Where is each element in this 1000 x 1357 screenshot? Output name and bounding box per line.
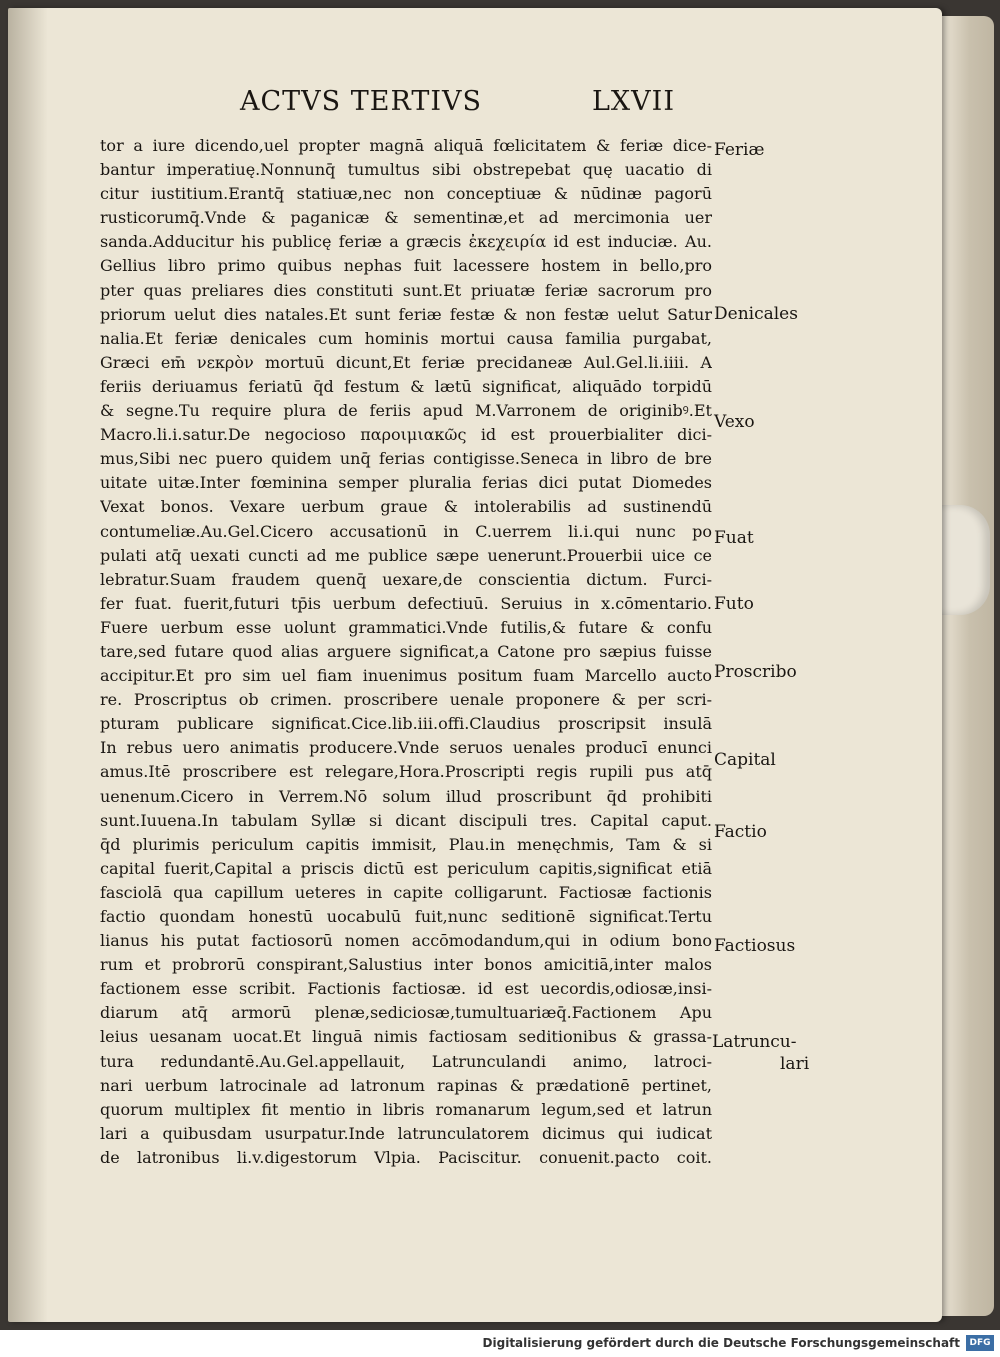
text-line: pter quas preliares dies constituti sunt.Et priuatæ feriæ sacrorum pro <box>100 280 712 300</box>
marginal-note: Factio <box>714 822 767 842</box>
text-line: feriis deriuamus feriatū q̄d festum & lætū significat, aliquādo torpidū <box>100 376 712 396</box>
text-line: & segne.Tu require plura de feriis apud M.Varronem de originibꝰ.Et <box>100 401 712 421</box>
text-line: priorum uelut dies natales.Et sunt feriæ festæ & non festæ uelut Satur <box>100 304 712 324</box>
text-line: leius uesanam uocat.Et linguā nimis factiosam seditionibus & grassa- <box>100 1027 712 1047</box>
text-line: accipitur.Et pro sim uel fiam inuenimus positum fuam Marcello aucto <box>100 666 712 686</box>
text-line: fasciolā qua capillum ueteres in capite colligarunt. Factiosæ factionis <box>100 882 712 902</box>
text-line: Gellius libro primo quibus nephas fuit lacessere hostem in bello,pro <box>100 256 712 276</box>
marginal-note: Fuat <box>714 528 754 548</box>
text-line: de latronibus li.v.digestorum Vlpia. Paciscitur. conuenit.pacto coit. <box>100 1147 712 1167</box>
marginal-note: Latruncu- <box>712 1032 797 1052</box>
text-line: nari uerbum latrocinale ad latronum rapinas & prædationē pertinet, <box>100 1075 712 1095</box>
text-line: tare,sed futare quod alias arguere significat,a Catone pro sæpius fuisse <box>100 641 712 661</box>
funding-credit: Digitalisierung gefördert durch die Deutsche Forschungsgemeinschaft <box>482 1336 960 1350</box>
text-line: lari a quibusdam usurpatur.Inde latrunculatorem dicimus qui iudicat <box>100 1123 712 1143</box>
text-line: pturam publicare significat.Cice.lib.iii.offi.Claudius proscripsit insulā <box>100 714 712 734</box>
text-line: nalia.Et feriæ denicales cum hominis mortui causa familia purgabat, <box>100 328 712 348</box>
text-line: quorum multiplex fit mentio in libris romanarum legum,sed et latrun <box>100 1099 712 1119</box>
text-line: rum et probrorū conspirant,Salustius inter bonos amicitiā,inter malos <box>100 955 712 975</box>
text-line: rusticorumq̄.Vnde & paganicæ & sementinæ,et ad mercimonia uer <box>100 208 712 228</box>
marginal-note: Denicales <box>714 304 798 324</box>
text-line: citur iustitium.Erantq̄ statiuæ,nec non conceptiuæ & nūdinæ pagorū <box>100 184 712 204</box>
text-line: amus.Itē proscribere est relegare,Hora.Proscripti regis rupili pus atq̄ <box>100 762 712 782</box>
running-head <box>8 8 942 117</box>
marginal-note: Proscribo <box>714 662 797 682</box>
text-line: diarum atq̄ armorū plenæ,sediciosæ,tumultuariæq̄.Factionem Apu <box>100 1003 712 1023</box>
text-line: sanda.Adducitur his publicę feriæ a græcis ἐκεχειρία id est induciæ. Au. <box>100 232 712 252</box>
marginal-note: Feriæ <box>714 140 765 160</box>
page-leaf <box>8 8 942 1322</box>
text-line: Græci em̄ νεκρὸν mortuū dicunt,Et feriæ precidaneæ Aul.Gel.li.iiii. A <box>100 352 712 372</box>
marginal-note: Futo <box>714 594 754 614</box>
running-head-title: ACTVS TERTIVS <box>240 86 482 117</box>
gutter-shadow <box>8 8 48 1322</box>
text-line: lianus his putat factiosorū nomen accōmodandum,qui in odium bono <box>100 931 712 951</box>
text-line: bantur imperatiuę.Nonnunq̄ tumultus sibi obstrepebat quę uacatio di <box>100 160 712 180</box>
text-line: In rebus uero animatis producere.Vnde seruos uenales producī enunci <box>100 738 712 758</box>
main-text-column <box>100 134 712 1170</box>
text-line: tor a iure dicendo,uel propter magnā aliquā fœlicitatem & feriæ dice- <box>100 136 712 155</box>
text-line: re. Proscriptus ob crimen. proscribere uenale proponere & per scri- <box>100 690 712 710</box>
marginal-note: Factiosus <box>714 936 796 956</box>
text-line: lebratur.Suam fraudem quenq̄ uexare,de conscientia dictum. Furci- <box>100 569 712 589</box>
text-line: capital fuerit,Capital a priscis dictū est periculum capitis,significat etiā <box>100 858 712 878</box>
folio-number: LXVII <box>592 86 675 117</box>
text-line: Fuere uerbum esse uolunt grammatici.Vnde futilis,& futare & confu <box>100 617 712 637</box>
text-line: factionem esse scribit. Factionis factiosæ. id est uecordis,odiosæ,insi- <box>100 979 712 999</box>
text-line: uenenum.Cicero in Verrem.Nō solum illud proscribunt q̄d prohibiti <box>100 786 712 806</box>
text-line: sunt.Iuuena.In tabulam Syllæ si dicant discipuli tres. Capital caput. <box>100 810 712 830</box>
dfg-logo: DFG <box>966 1335 994 1351</box>
text-line: contumeliæ.Au.Gel.Cicero accusationū in C.uerrem li.i.qui nunc po <box>100 521 712 541</box>
digitization-footer <box>0 1330 1000 1357</box>
marginal-note: lari <box>780 1054 810 1074</box>
marginal-note: Capital <box>714 750 776 770</box>
text-line: q̄d plurimis periculum capitis immisit, Plau.in menęchmis, Tam & si <box>100 834 712 854</box>
text-line: Macro.li.i.satur.De negocioso παροιμιακῶς id est prouerbialiter dici- <box>100 425 712 445</box>
text-line: fer fuat. fuerit,futuri tp̄is uerbum defectiuū. Seruius in x.cōmentario. <box>100 593 712 613</box>
text-line: pulati atq̄ uexati cuncti ad me publice sæpe uenerunt.Prouerbii uice ce <box>100 545 712 565</box>
text-line: factio quondam honestū uocabulū fuit,nunc seditionē significat.Tertu <box>100 907 712 926</box>
text-line: tura redundantē.Au.Gel.appellauit, Latrunculandi animo, latroci- <box>100 1051 712 1071</box>
text-line: Vexat bonos. Vexare uerbum graue & intolerabilis ad sustinendū <box>100 497 712 517</box>
marginal-note: Vexo <box>714 412 755 432</box>
text-line: mus,Sibi nec puero quidem unq̄ ferias contigisse.Seneca in libro de bre <box>100 449 712 469</box>
text-line: uitate uitæ.Inter fœminina semper pluralia ferias dici putat Diomedes <box>100 473 712 493</box>
